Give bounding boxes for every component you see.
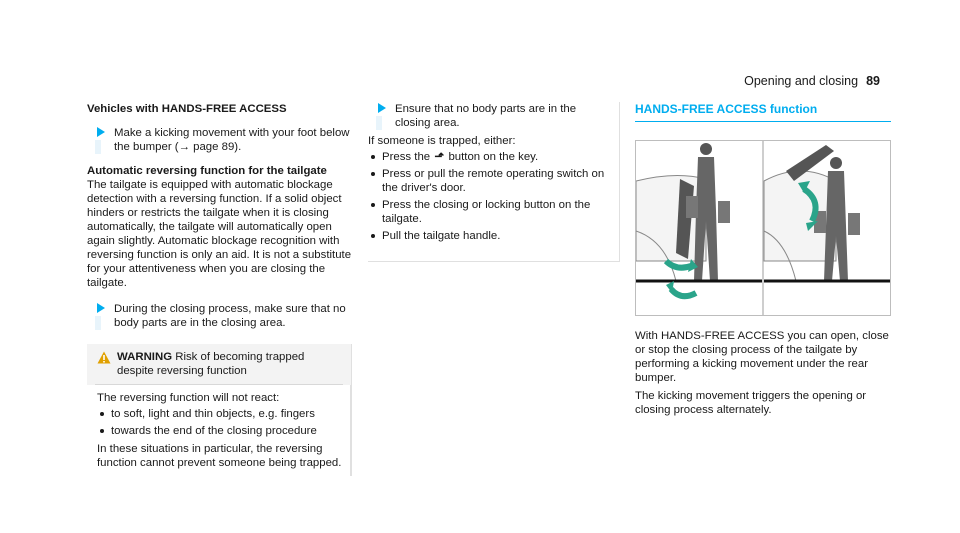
trapped-intro: If someone is trapped, either: (368, 135, 516, 147)
step-text: Ensure that no body parts are in the closing area. (395, 103, 577, 129)
tailgate-key-icon: ⬏ (434, 151, 445, 163)
function-heading: HANDS-FREE ACCESS function (635, 102, 891, 122)
step-bar (376, 116, 382, 130)
list-item: to soft, light and thin objects, e.g. fingers (97, 407, 342, 421)
warning-intro: The reversing function will not react: (97, 392, 280, 404)
step-arrow-icon (97, 127, 105, 137)
trapped-list (368, 150, 607, 243)
trapped-box (368, 102, 620, 262)
instruction-step (87, 126, 352, 154)
step-arrow-icon (97, 303, 105, 313)
list-item: Pull the tailgate handle. (368, 229, 607, 243)
warning-label: WARNING (117, 351, 173, 363)
press-prefix: Press the (382, 151, 431, 163)
list-item: towards the end of the closing procedure (97, 424, 342, 438)
warning-triangle-icon (97, 351, 111, 364)
step-text: Make a kicking movement with your foot below the bumper (→ page 89). (114, 127, 350, 153)
step-bar (95, 316, 101, 330)
list-item: Press the closing or locking button on the tailgate. (368, 198, 607, 226)
caption-paragraph: With HANDS-FREE ACCESS you can open, close or stop the closing process of the tailgate by performing a kicking movement under the rear bumper. (635, 330, 889, 384)
function-caption (635, 329, 891, 417)
reversing-body: The tailgate is equipped with automatic blockage detection with a reversing function. If a solid object hinders or restricts the tailgate when it is closing automatically, the tailgate will automatically open again slightly. Automatic blockage recognition with reversing function is only an aid. It is not a substitute for your attentiveness when you are closing the tailgate. (87, 179, 352, 289)
list-item: Press or pull the remote operating switch on the driver's door. (368, 167, 607, 195)
list-item (368, 150, 607, 164)
caption-paragraph: The kicking movement triggers the opening or closing process alternately. (635, 390, 867, 416)
warning-body (87, 385, 351, 476)
step-arrow-icon (378, 103, 386, 113)
warning-box (87, 344, 352, 476)
section-title: Opening and closing (744, 74, 859, 88)
instruction-step (368, 102, 607, 130)
warning-list (97, 407, 342, 438)
instruction-step (87, 302, 352, 330)
warning-outro: In these situations in particular, the reversing function cannot prevent someone being trapped. (97, 443, 342, 469)
hands-free-illustration (635, 140, 891, 316)
illustration-drawing (636, 141, 890, 315)
press-suffix: button on the key. (448, 151, 539, 163)
step-text: During the closing process, make sure that no body parts are in the closing area. (114, 303, 346, 329)
warning-headline: Risk of becoming trapped despite reversing function (117, 351, 305, 377)
reversing-heading: Automatic reversing function for the tailgate (87, 165, 327, 177)
warning-header (95, 350, 343, 385)
column-2 (368, 102, 620, 262)
page-number: 89 (866, 74, 880, 88)
column-1 (87, 102, 352, 476)
page-header (744, 74, 880, 88)
step-bar (95, 140, 101, 154)
column-3 (635, 102, 891, 421)
vehicles-heading: Vehicles with HANDS-FREE ACCESS (87, 103, 287, 115)
